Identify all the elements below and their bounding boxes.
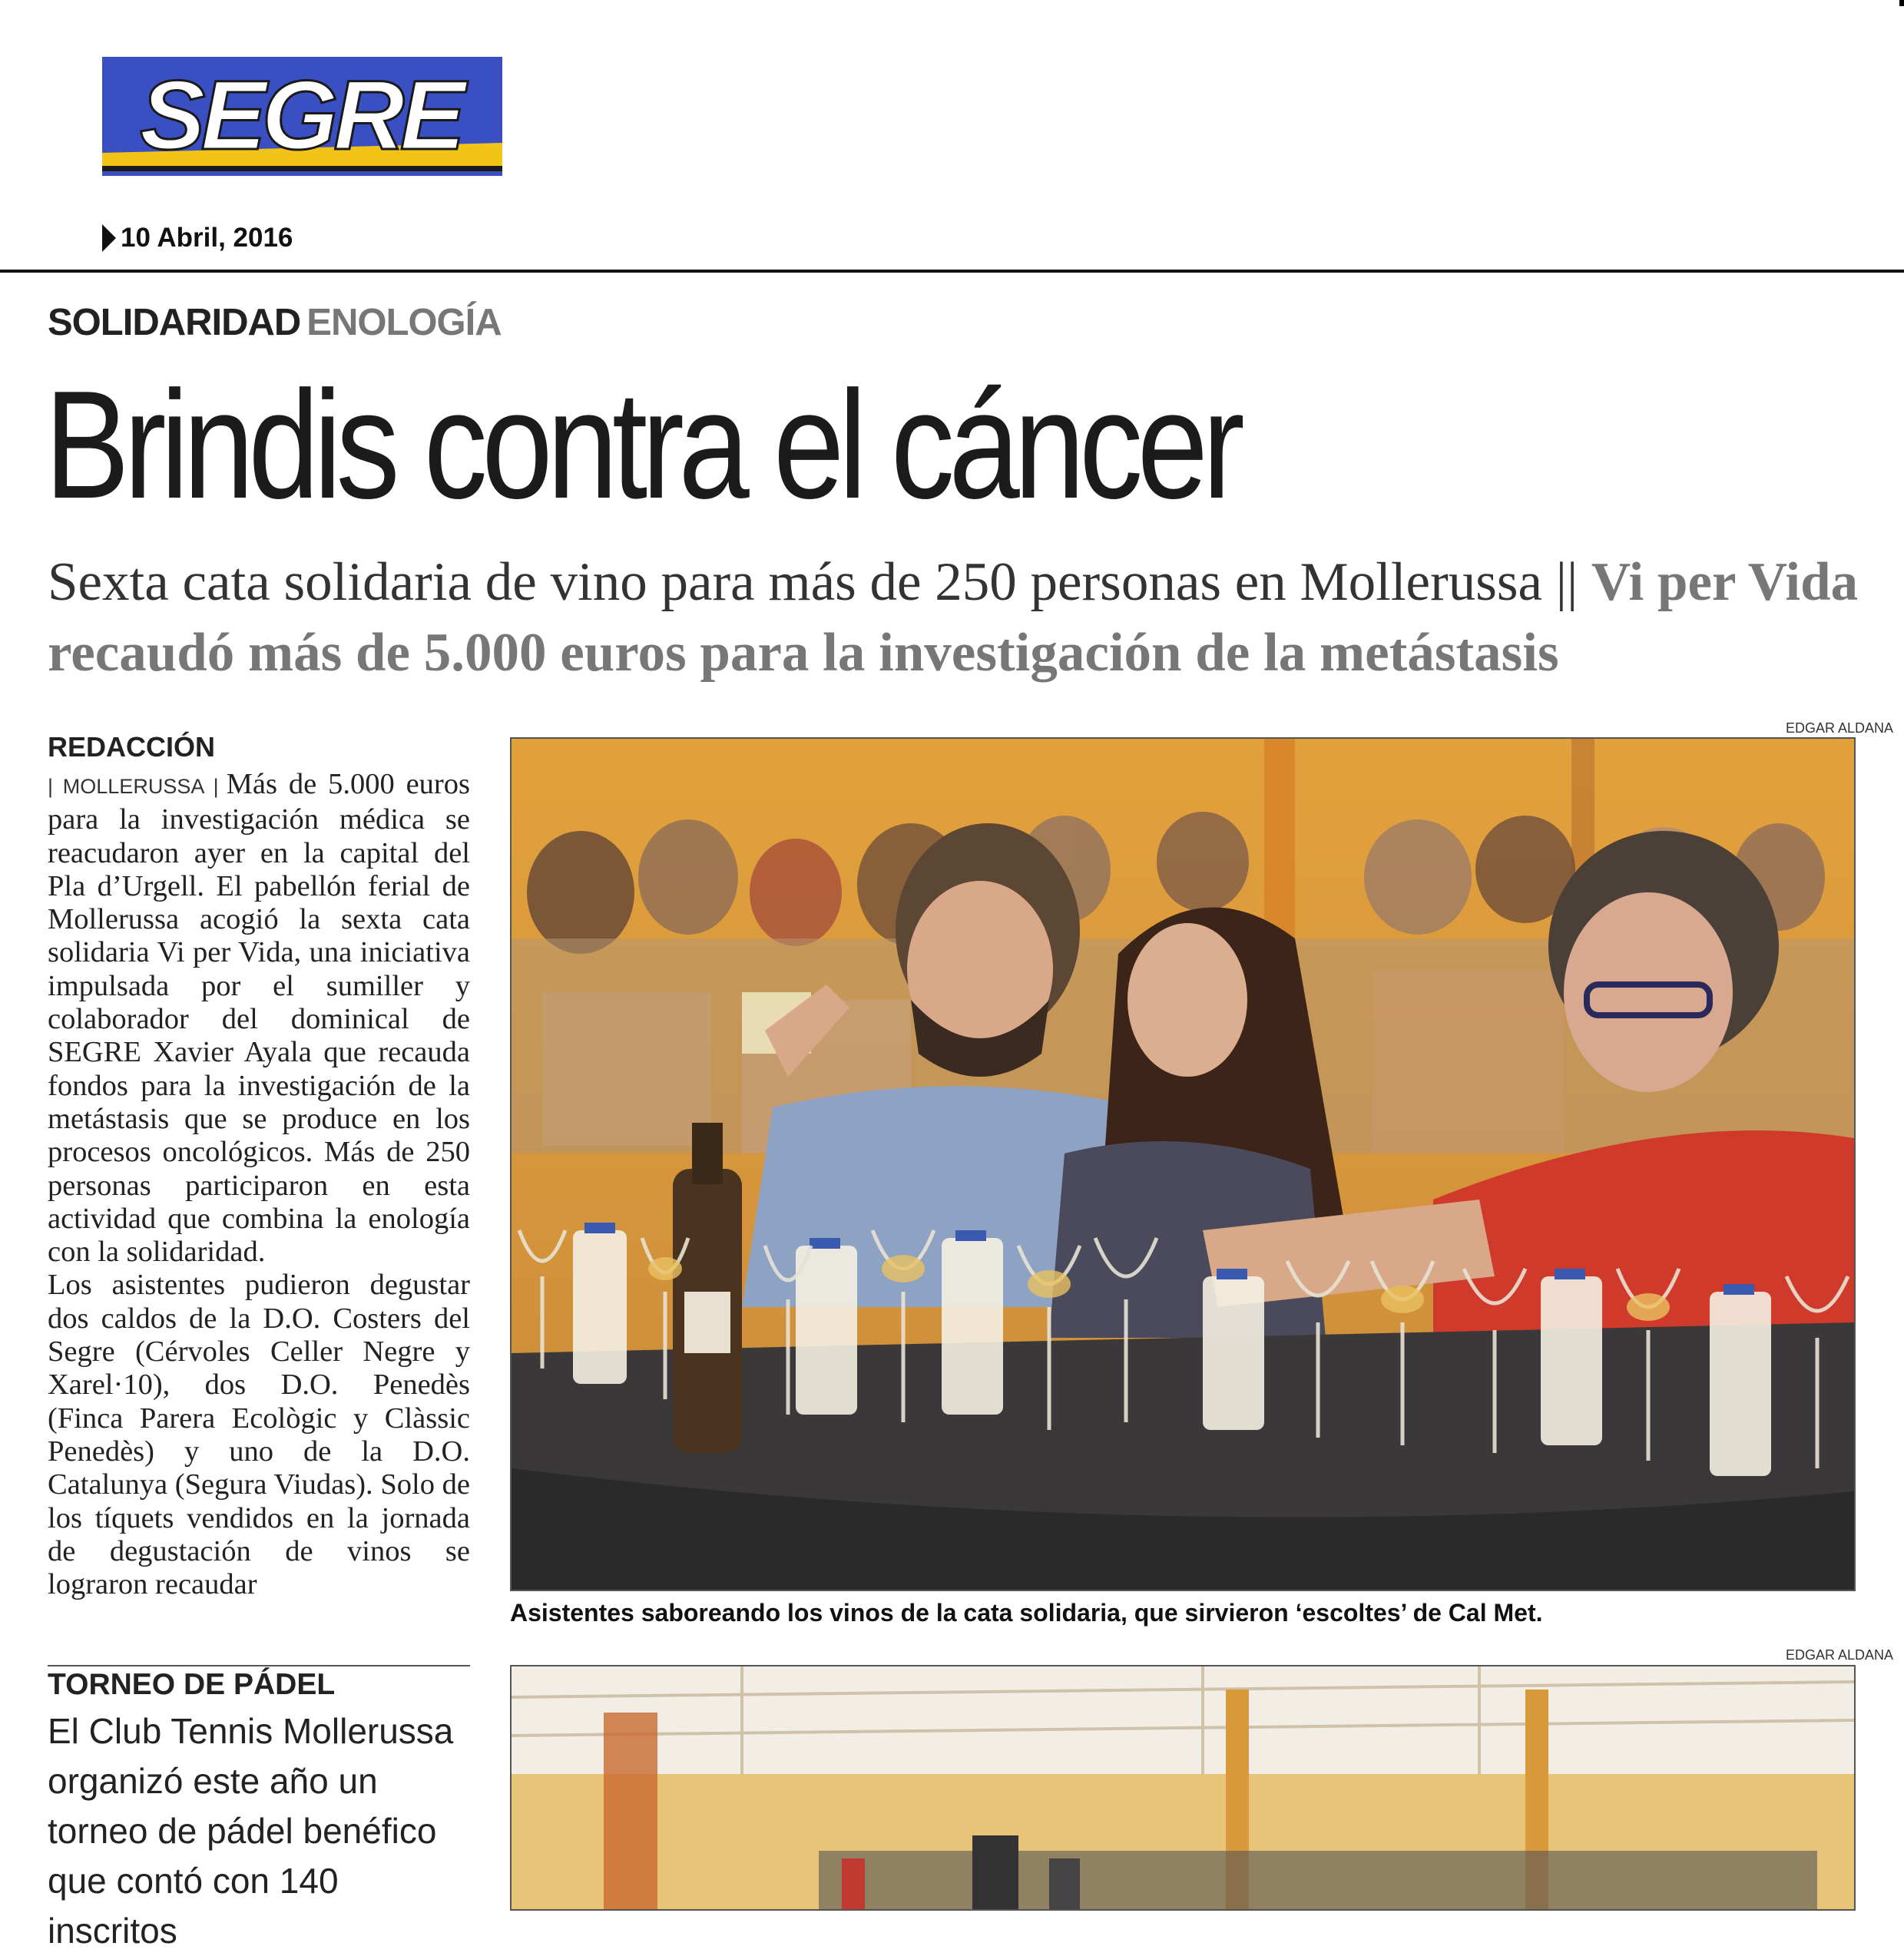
svg-text:SEGRE: SEGRE [139,61,462,170]
header-divider [0,270,1904,273]
sidebar-text: El Club Tennis Mollerussa organizó este año un torneo de pádel benéfico que contó con 140 inscritos [48,1711,454,1951]
section-label [48,301,502,344]
subtitle [48,547,1876,688]
subtitle-part2: Vi per Vida recaudó más de 5.000 euros para la investigación de la metástasis [48,552,1859,683]
photo-illustration-2 [512,1666,1854,1909]
segre-logo [102,57,502,176]
photo-illustration [512,739,1854,1590]
padel-photo [510,1665,1856,1911]
paragraph-2: Los asistentes pudieron degustar dos caldos de la D.O. Costers del Segre (Cérvoles Celler Negre y Xarel·10), dos D.O. Penedès (Finca Parera Ecològic y Clàssic Penedès) y uno de la D.O. Catalunya (Segura Viudas). Solo de los tíquets vendidos en la jornada de degustación de vinos se lograron recaudar [48,1269,470,1601]
paragraph-1-text: Más de 5.000 euros para la investigación médica se reacudaron ayer en la capital del Pla d’Urgell. El pabellón ferial de Mollerussa acogió la sexta cata solidaria Vi per Vida, una iniciativa impulsada por el sumiller y colaborador del dominical de SEGRE Xavier Ayala que recauda fondos para la investigación de la metástasis que se produce en los procesos oncológicos. Más de 250 personas participaron en esta actividad que combina la enología con la solidaridad. [48,768,470,1269]
headline: Brindis contra el cáncer [45,359,1240,531]
paragraph-1 [48,768,470,1269]
subsection-name: ENOLOGÍA [306,302,502,343]
dateline: | MOLLERUSSA | [48,775,219,798]
issue-date [102,223,293,253]
sidebar-divider [48,1665,470,1666]
date-text: 10 Abril, 2016 [121,223,293,253]
photo-credit-2: EDGAR ALDANA [1785,1647,1893,1663]
corner-mark [1899,0,1904,6]
play-arrow-icon [102,224,116,252]
article-body [48,768,470,1601]
photo-credit: EDGAR ALDANA [1785,720,1893,736]
wine-tasting-photo [510,737,1856,1591]
subtitle-part1: Sexta cata solidaria de vino para más de 250 personas en Mollerussa || [48,552,1591,612]
photo-caption: Asistentes saboreando los vinos de la cata solidaria, que sirvieron ‘escoltes’ de Cal Met. [510,1599,1543,1627]
section-name: SOLIDARIDAD [48,302,301,343]
sidebar-heading: TORNEO DE PÁDEL [48,1668,336,1701]
byline: REDACCIÓN [48,731,216,763]
